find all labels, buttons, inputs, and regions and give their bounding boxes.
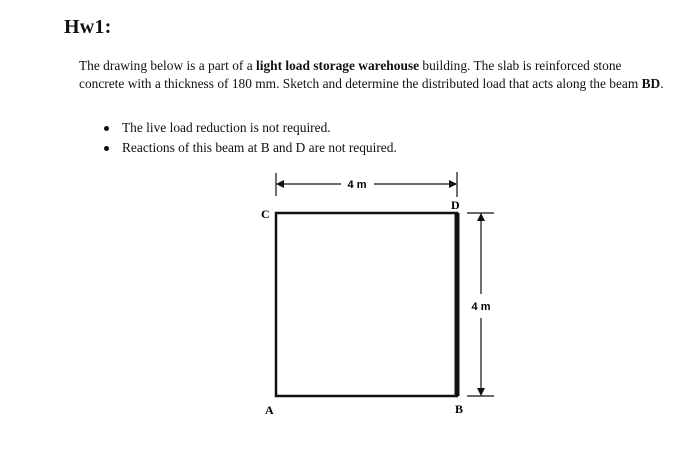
dim-right-label: 4 m <box>471 301 491 313</box>
homework-title: Hw1: <box>64 16 112 38</box>
node-label-b: B <box>455 402 464 416</box>
note-item: Reactions of this beam at B and D are not required. <box>100 138 397 158</box>
slab-outline <box>276 213 457 396</box>
dim-top-label: 4 m <box>347 179 367 191</box>
problem-bold-beam-name: BD <box>641 75 661 91</box>
node-label-d: D <box>451 198 460 212</box>
problem-text-part-1: The drawing below is a part of a <box>79 58 256 73</box>
problem-text-part-2: building. The slab is reinforced stone concrete with a thickness of 180 mm. Sketch and determine the distributed load that acts along the beam <box>79 58 642 91</box>
problem-bold-building-type: light load storage warehouse <box>256 58 420 73</box>
node-label-c: C <box>261 207 270 221</box>
node-label-a: A <box>265 403 274 417</box>
problem-text-part-3: . <box>660 75 664 91</box>
note-item: The live load reduction is not required. <box>100 118 397 138</box>
